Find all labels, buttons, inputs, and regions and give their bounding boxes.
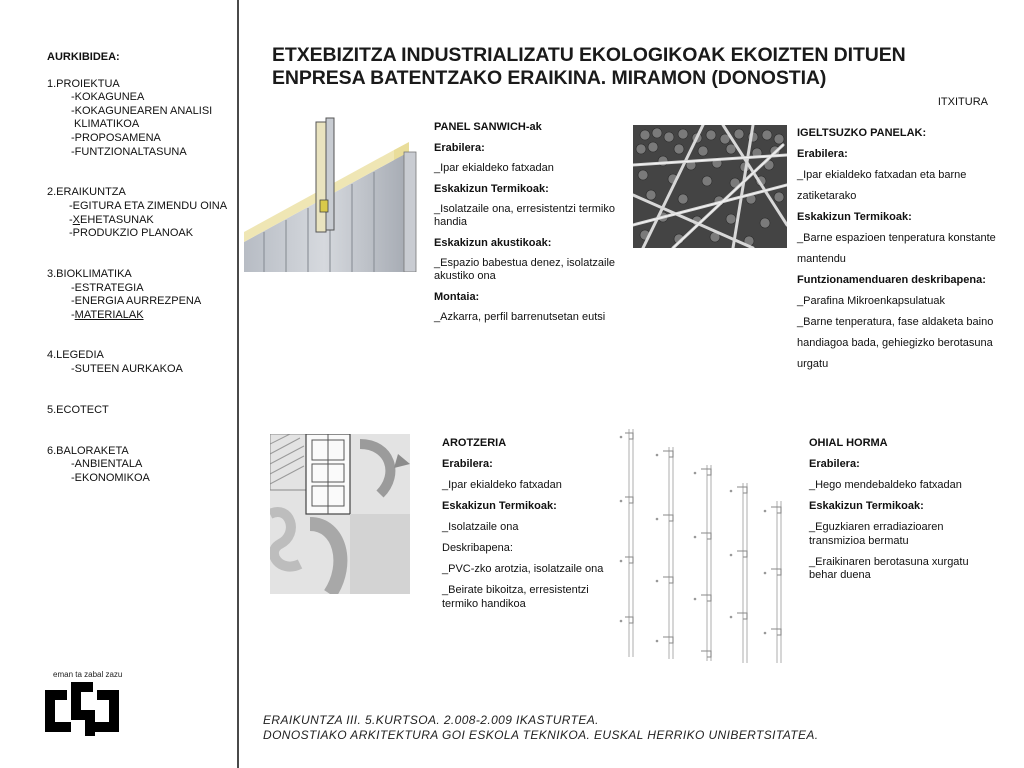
nav-item-proposamena[interactable]: -PROPOSAMENA [71, 131, 161, 144]
gypsum-title: IGELTSUZKO PANELAK: [797, 127, 927, 139]
curtain-thermal-1: _Eguzkiaren erradiazioaren transmizioa bermatu [809, 521, 944, 547]
footer [263, 713, 819, 743]
nav-item-funtzionaltasuna[interactable]: -FUNTZIONALTASUNA [71, 145, 187, 158]
panel-title: PANEL SANWICH-ak [434, 121, 542, 133]
gypsum-func-1: _Parafina Mikroenkapsulatuak [797, 295, 945, 307]
footer-line-2: DONOSTIAKO ARKITEKTURA GOI ESKOLA TEKNIKOA. EUSKAL HERRIKO UNIBERTSITATEA. [263, 728, 819, 742]
panel-acoustic-label: Eskakizun akustikoak: [434, 236, 552, 249]
gypsum-use-label: Erabilera: [797, 148, 848, 160]
university-logo-icon [45, 682, 119, 736]
curtain-wall-info [809, 437, 999, 590]
panel-mount: _Azkarra, perfil barrenutsetan eutsi [434, 311, 606, 323]
panel-use-label: Erabilera: [434, 141, 485, 154]
curtain-thermal-2: _Eraikinaren berotasuna xurgatu behar duena [809, 555, 969, 581]
curtain-use: _Hego mendebaldeko fatxadan [809, 479, 962, 491]
nav-section-bioklimatika[interactable]: 3.BIOKLIMATIKA [47, 267, 132, 280]
nav-item-energia-aurrezpena[interactable]: -ENERGIA AURREZPENA [71, 295, 202, 308]
nav-title: AURKIBIDEA: [47, 51, 120, 63]
window-section-image [270, 434, 410, 594]
window-title: AROTZERIA [442, 437, 507, 449]
panel-mount-label: Montaia: [434, 290, 480, 303]
page-title-line-1: ETXEBIZITZA INDUSTRIALIZATU EKOLOGIKOAK EKOIZTEN DITUEN [272, 44, 906, 66]
panel-thermal: _Isolatzaile ona, erresistentzi termiko handia [434, 203, 615, 228]
sidebar-divider [237, 0, 239, 768]
nav-section-baloraketa[interactable]: 6.BALORAKETA [47, 444, 129, 457]
nav-item-estrategia[interactable]: -ESTRATEGIA [71, 281, 144, 294]
window-thermal-label: Eskakizun Termikoak: [442, 500, 557, 512]
curtain-use-label: Erabilera: [809, 458, 860, 470]
nav-item-materialak[interactable]: -MATERIALAK [71, 308, 144, 321]
nav-section-legedia[interactable]: 4.LEGEDIA [47, 349, 104, 362]
window-thermal: _Isolatzaile ona [442, 521, 519, 533]
sandwich-panel-image [244, 112, 426, 272]
nav-section-proiektua[interactable]: 1.PROIEKTUA [47, 77, 120, 90]
gypsum-thermal-label: Eskakizun Termikoak: [797, 211, 912, 223]
window-use: _Ipar ekialdeko fatxadan [442, 479, 562, 491]
nav-item-xehetasunak[interactable]: -XEHETASUNAK [69, 213, 154, 226]
page-title [272, 44, 972, 90]
curtain-title: OHIAL HORMA [809, 437, 888, 449]
window-use-label: Erabilera: [442, 458, 493, 470]
panel-sandwich-info [434, 121, 626, 332]
panel-acoustic: _Espazio babestua denez, isolatzaile akustiko ona [434, 257, 616, 282]
window-desc-2: _Beirate bikoitza, erresistentzi termiko handikoa [442, 584, 589, 610]
window-desc-label: Deskribapena: [442, 542, 513, 554]
nav-item-suteen-aurkakoa[interactable]: -SUTEEN AURKAKOA [71, 363, 183, 376]
nav-item-anbientala[interactable]: -ANBIENTALA [71, 458, 143, 471]
gypsum-use: _Ipar ekialdeko fatxadan eta barne zatiketarako [797, 169, 967, 202]
nav-item-ekonomikoa[interactable]: -EKONOMIKOA [71, 471, 150, 484]
sidebar-nav [47, 51, 237, 485]
nav-section-ecotect[interactable]: 5.ECOTECT [47, 403, 109, 416]
nav-item-egitura[interactable]: -EGITURA ETA ZIMENDU OINA [69, 199, 228, 212]
panel-thermal-label: Eskakizun Termikoak: [434, 182, 549, 195]
curtain-wall-drawing-image [617, 407, 797, 665]
window-desc-1: _PVC-zko arotzia, isolatzaile ona [442, 563, 604, 575]
microcapsule-micrograph-image [633, 125, 787, 248]
gypsum-func-label: Funtzionamenduaren deskribapena: [797, 274, 986, 286]
nav-section-eraikuntza[interactable]: 2.ERAIKUNTZA [47, 186, 126, 199]
section-label: ITXITURA [937, 96, 988, 108]
curtain-thermal-label: Eskakizun Termikoak: [809, 500, 924, 512]
gypsum-thermal: _Barne espazioen tenperatura konstante mantendu [797, 232, 996, 265]
window-info [442, 437, 622, 619]
nav-item-kokagunearen-analisi[interactable]: -KOKAGUNEAREN ANALISI [71, 104, 213, 117]
nav-item-produkzio-planoak[interactable]: -PRODUKZIO PLANOAK [69, 227, 194, 240]
logo-caption: eman ta zabal zazu [53, 670, 123, 679]
nav-item-klimatikoa[interactable]: KLIMATIKOA [74, 118, 140, 131]
nav-item-kokagunea[interactable]: -KOKAGUNEA [71, 91, 145, 104]
page-title-line-2: ENPRESA BATENTZAKO ERAIKINA. MIRAMON (DONOSTIA) [272, 67, 827, 89]
footer-line-1: ERAIKUNTZA III. 5.KURTSOA. 2.008-2.009 IKASTURTEA. [263, 713, 599, 727]
panel-use: _Ipar ekialdeko fatxadan [434, 162, 554, 174]
gypsum-panel-info [797, 123, 1009, 375]
gypsum-func-2: _Barne tenperatura, fase aldaketa baino handiagoa bada, gehiegizko berotasuna urgatu [797, 316, 994, 370]
